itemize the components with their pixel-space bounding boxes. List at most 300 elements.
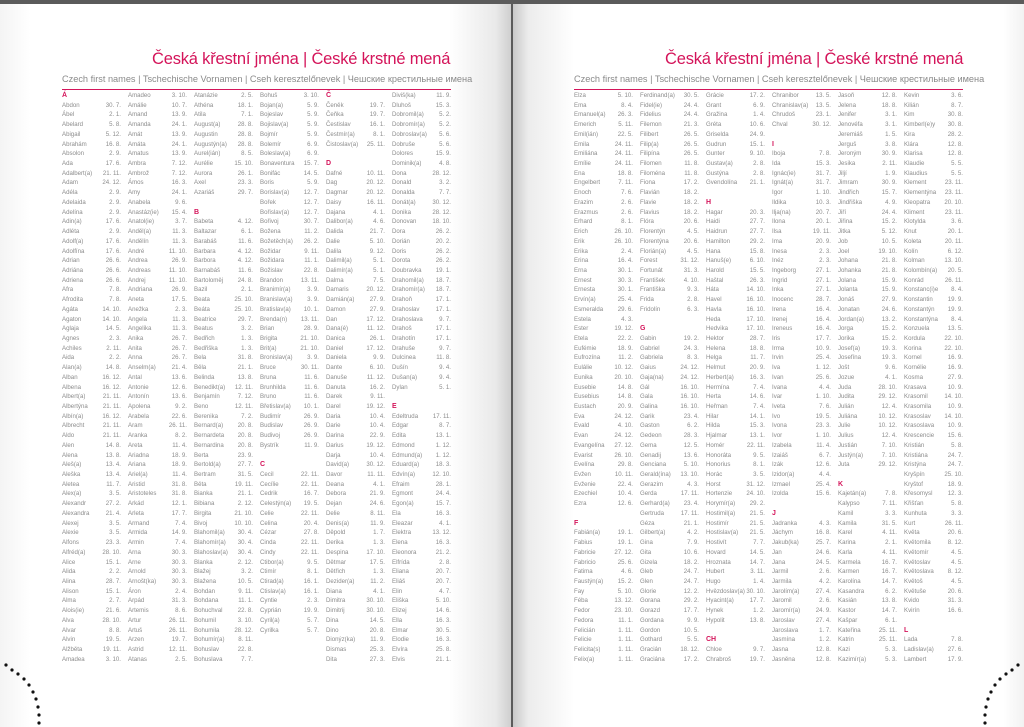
name-day-date: 2. 6.	[621, 198, 633, 206]
first-name: Kvirín	[904, 607, 920, 615]
name-entry	[392, 120, 451, 130]
name-entry	[904, 567, 963, 577]
name-day-date: 11. 10.	[168, 276, 187, 284]
name-day-date: 24. 12.	[614, 412, 633, 420]
name-day-date: 4. 2.	[687, 529, 699, 537]
name-entry	[392, 334, 451, 344]
name-entry	[574, 188, 633, 198]
name-day-date: 16. 10.	[680, 383, 699, 391]
name-entry	[838, 421, 897, 431]
name-entry	[392, 538, 451, 548]
letter-heading-label: I	[772, 140, 774, 148]
name-entry	[772, 334, 831, 344]
first-name: Bernard(a)	[194, 422, 224, 430]
name-day-date: 30. 10.	[366, 597, 385, 605]
name-entry	[62, 324, 121, 334]
first-name: Anna	[128, 354, 143, 362]
first-name: Inocenc	[772, 296, 794, 304]
name-entry	[640, 305, 699, 315]
name-entry	[706, 120, 765, 130]
first-name: Angelika	[128, 325, 152, 333]
name-day-date: 14. 10.	[102, 315, 121, 323]
first-name: Dan	[326, 315, 338, 323]
first-name: Donalda	[392, 189, 415, 197]
first-name: Fabricie	[574, 548, 596, 556]
first-name: Felicián	[574, 626, 595, 634]
name-entry	[838, 460, 897, 470]
name-day-date: 15. 9.	[881, 286, 897, 294]
first-name: Helmut	[706, 364, 726, 372]
name-day-date: 16. 4.	[815, 325, 831, 333]
name-day-date: 2. 1.	[241, 286, 253, 294]
first-name: Arnold	[128, 568, 146, 576]
name-entry	[838, 315, 897, 325]
name-day-date: 7. 7.	[753, 539, 765, 547]
first-name: Dalie	[326, 237, 340, 245]
name-day-date: 20. 5.	[947, 266, 963, 274]
first-name: Alban	[62, 373, 78, 381]
name-day-date: 27. 7.	[237, 461, 253, 469]
name-day-date: 4. 1.	[885, 373, 897, 381]
name-day-date: 5. 6.	[439, 140, 451, 148]
name-entry	[838, 383, 897, 393]
first-name: Cyntie	[260, 597, 278, 605]
name-day-date: 9. 10.	[749, 150, 765, 158]
name-entry	[194, 489, 253, 499]
name-entry	[772, 237, 831, 247]
name-day-date: 9. 7.	[439, 344, 451, 352]
first-name: Damon	[326, 305, 346, 313]
name-day-date: 14. 10.	[102, 305, 121, 313]
first-name: Křesomysl	[904, 490, 933, 498]
first-name: Aleška	[62, 471, 81, 479]
first-name: Gina	[640, 539, 653, 547]
first-name: Ima	[772, 237, 783, 245]
name-entry	[194, 499, 253, 509]
name-entry	[62, 247, 121, 257]
name-entry	[194, 344, 253, 354]
first-name: Evan	[574, 432, 588, 440]
name-entry	[260, 558, 319, 568]
name-entry	[128, 655, 187, 665]
name-entry	[194, 470, 253, 480]
first-name: Chrudoš	[772, 111, 796, 119]
name-entry	[326, 470, 385, 480]
name-day-date: 17. 6.	[105, 218, 121, 226]
name-entry	[640, 373, 699, 383]
name-day-date: 4. 10.	[617, 422, 633, 430]
first-name: Bivoj	[194, 519, 208, 527]
name-entry	[706, 217, 765, 227]
name-day-date: 26. 9.	[303, 422, 319, 430]
name-entry	[260, 441, 319, 451]
name-day-date: 2. 1.	[885, 539, 897, 547]
first-name: Cedrik	[260, 490, 278, 498]
name-entry	[574, 130, 633, 140]
name-entry	[904, 528, 963, 538]
first-name: Benedikt(a)	[194, 383, 226, 391]
name-day-date: 19. 1.	[617, 539, 633, 547]
name-day-date: 11. 2.	[618, 354, 633, 362]
name-entry	[772, 295, 831, 305]
name-entry	[194, 276, 253, 286]
name-entry	[392, 305, 451, 315]
first-name: Arna	[128, 548, 141, 556]
name-entry	[128, 208, 187, 218]
name-day-date: 1. 3.	[241, 334, 253, 342]
name-day-date: 29. 2.	[749, 500, 765, 508]
first-name: Donald	[392, 179, 412, 187]
first-name: Elmar	[392, 626, 408, 634]
name-entry	[326, 519, 385, 529]
name-entry	[128, 169, 187, 179]
name-entry	[62, 451, 121, 461]
first-name: Ivona	[772, 422, 787, 430]
first-name: Baltazar	[194, 228, 217, 236]
first-name: Gaius	[640, 364, 656, 372]
name-entry	[640, 227, 699, 237]
first-name: Jan	[772, 548, 782, 556]
name-day-date: 8. 8.	[109, 626, 121, 634]
first-name: Bruna	[260, 373, 277, 381]
name-entry	[904, 412, 963, 422]
first-name: Branislav(a)	[260, 296, 293, 304]
name-day-date: 5. 8.	[109, 121, 121, 129]
name-entry	[62, 567, 121, 577]
name-day-date: 18. 2.	[683, 189, 699, 197]
name-entry	[838, 149, 897, 159]
name-entry	[260, 305, 319, 315]
name-day-date: 28. 12.	[432, 208, 451, 216]
first-name: Jenovéfa	[838, 121, 863, 129]
first-name: Ilona	[772, 218, 786, 226]
name-day-date: 2. 12.	[237, 500, 253, 508]
name-day-date: 18. 9.	[171, 461, 187, 469]
letter-heading-label: Á	[62, 92, 68, 99]
first-name: Jeremiáš	[838, 130, 863, 138]
name-entry	[326, 188, 385, 198]
name-entry	[838, 266, 897, 276]
name-day-date: 11. 9.	[436, 92, 451, 99]
name-entry	[260, 237, 319, 247]
letter-heading	[706, 198, 765, 208]
name-entry	[706, 499, 765, 509]
first-name: Kalypso	[838, 500, 860, 508]
name-entry	[640, 421, 699, 431]
name-entry	[392, 140, 451, 150]
name-entry	[194, 460, 253, 470]
name-entry	[640, 188, 699, 198]
name-entry	[772, 567, 831, 577]
name-entry	[62, 305, 121, 315]
first-name: Božena	[260, 228, 281, 236]
name-entry	[260, 266, 319, 276]
name-day-date: 16. 10.	[680, 393, 699, 401]
name-day-date: 25. 10.	[944, 471, 963, 479]
first-name: Dionýz(ka)	[326, 636, 356, 644]
name-day-date: 3. 2.	[241, 325, 253, 333]
name-entry	[62, 616, 121, 626]
name-entry	[772, 587, 831, 597]
name-entry	[640, 198, 699, 208]
name-entry	[706, 324, 765, 334]
name-entry	[260, 169, 319, 179]
name-day-date: 19. 11.	[234, 480, 253, 488]
first-name: Ferdinand(a)	[640, 92, 675, 99]
name-day-date: 3. 5.	[109, 529, 121, 537]
name-day-date: 20. 9.	[617, 403, 633, 410]
name-entry	[62, 227, 121, 237]
name-entry	[838, 130, 897, 140]
first-name: Dajana	[326, 208, 346, 216]
name-entry	[128, 626, 187, 636]
name-day-date: 16. 3.	[171, 179, 187, 187]
name-entry	[904, 217, 963, 227]
first-name: Graciána	[640, 655, 665, 663]
name-entry	[640, 344, 699, 354]
first-name: Adalbert(a)	[62, 169, 93, 177]
name-day-date: 16. 1.	[303, 577, 319, 585]
name-entry	[640, 149, 699, 159]
name-day-date: 8. 5.	[241, 150, 253, 158]
first-name: Aurel(ián)	[194, 150, 221, 158]
first-name: Jindřich	[838, 189, 859, 197]
first-name: Arzen	[128, 636, 144, 644]
name-day-date: 2. 6.	[819, 597, 831, 605]
name-day-date: 19. 12.	[366, 441, 385, 449]
first-name: Agaton	[62, 315, 82, 323]
name-day-date: 31. 3.	[683, 266, 699, 274]
letter-heading	[326, 91, 385, 101]
first-name: Honoráta	[706, 451, 732, 459]
page-subtitle: Czech first names | Tschechische Vornamen | Cseh keresztelőnevek | Чешские крестильные имена	[574, 74, 985, 84]
first-name: Jaroslava	[772, 626, 799, 634]
name-entry	[194, 441, 253, 451]
name-day-date: 26. 3.	[749, 276, 765, 284]
name-day-date: 26. 9.	[303, 432, 319, 440]
spacer-row	[772, 130, 831, 140]
name-day-date: 16. 6.	[947, 607, 963, 615]
first-name: Drahoslava	[392, 315, 423, 323]
first-name: Edita	[392, 432, 406, 440]
name-entry	[260, 567, 319, 577]
name-day-date: 28. 9.	[303, 325, 319, 333]
name-day-date: 27. 8.	[303, 529, 319, 537]
name-entry	[640, 519, 699, 529]
name-day-date: 9. 4.	[439, 373, 451, 381]
name-entry	[706, 373, 765, 383]
first-name: Ariel(a)	[128, 471, 148, 479]
name-day-date: 30. 11.	[300, 364, 319, 372]
name-day-date: 16. 10.	[746, 305, 765, 313]
first-name: Enoch	[574, 189, 592, 197]
name-day-date: 25. 10.	[234, 296, 253, 304]
name-day-date: 16. 3.	[435, 509, 451, 517]
name-entry	[574, 101, 633, 111]
name-day-date: 3. 6.	[951, 92, 963, 99]
first-name: Abigail	[62, 130, 81, 138]
name-entry	[194, 149, 253, 159]
first-name: Božidar	[260, 247, 281, 255]
name-day-date: 12. 1.	[171, 500, 187, 508]
first-name: Berta	[194, 451, 209, 459]
name-day-date: 20. 9.	[749, 364, 765, 372]
first-name: Ivo	[772, 412, 781, 420]
name-day-date: 31. 3.	[171, 597, 187, 605]
first-name: Ella	[392, 616, 403, 624]
first-name: Gudrun	[706, 140, 727, 148]
name-day-date: 20. 8.	[237, 441, 253, 449]
name-day-date: 12. 8.	[815, 645, 831, 653]
name-day-date: 27. 4.	[815, 616, 831, 624]
name-entry	[772, 266, 831, 276]
first-name: Hyacint(a)	[706, 597, 734, 605]
first-name: Belinda	[194, 373, 215, 381]
name-entry	[128, 645, 187, 655]
name-day-date: 21. 6.	[105, 607, 121, 615]
name-day-date: 24. 6.	[815, 548, 831, 556]
first-name: Afrodita	[62, 296, 84, 304]
name-day-date: 22. 11.	[300, 480, 319, 488]
name-entry	[838, 538, 897, 548]
name-day-date: 2. 9.	[109, 198, 121, 206]
name-entry	[128, 402, 187, 412]
name-entry	[392, 519, 451, 529]
first-name: Alison	[62, 587, 79, 595]
name-entry	[260, 431, 319, 441]
spacer-row	[772, 499, 831, 509]
first-name: Fay	[574, 587, 585, 595]
name-day-date: 5. 10.	[617, 92, 633, 99]
first-name: Kazi	[838, 645, 850, 653]
first-name: Lada	[904, 636, 918, 644]
name-entry	[62, 285, 121, 295]
first-name: Igor	[772, 189, 783, 197]
name-entry	[128, 140, 187, 150]
name-entry	[574, 421, 633, 431]
name-day-date: 6. 1.	[241, 228, 253, 236]
name-entry	[326, 567, 385, 577]
name-entry	[574, 538, 633, 548]
name-entry	[62, 178, 121, 188]
name-day-date: 10. 12.	[878, 412, 897, 420]
first-name: Hortenzie	[706, 490, 733, 498]
name-day-date: 19. 9.	[303, 607, 319, 615]
name-day-date: 3. 10.	[105, 655, 121, 663]
name-entry	[904, 421, 963, 431]
name-entry	[62, 402, 121, 412]
name-entry	[128, 470, 187, 480]
name-column	[574, 91, 633, 664]
name-entry	[772, 344, 831, 354]
name-entry	[392, 315, 451, 325]
name-day-date: 14. 7.	[881, 577, 897, 585]
name-entry	[574, 198, 633, 208]
name-entry	[904, 101, 963, 111]
name-day-date: 26. 6.	[105, 257, 121, 265]
name-entry	[128, 548, 187, 558]
first-name: Krasomila	[904, 403, 932, 410]
first-name: Háta	[706, 286, 719, 294]
name-entry	[128, 441, 187, 451]
name-entry	[904, 548, 963, 558]
spacer-row	[326, 149, 385, 159]
first-name: Fridolín	[640, 305, 661, 313]
first-name: Bertold(a)	[194, 461, 221, 469]
name-entry	[194, 101, 253, 111]
name-entry	[574, 91, 633, 101]
name-entry	[772, 421, 831, 431]
name-day-date: 8. 7.	[439, 422, 451, 430]
first-name: Erina	[574, 257, 589, 265]
first-name: Katrin	[838, 636, 854, 644]
name-entry	[128, 412, 187, 422]
name-entry	[392, 227, 451, 237]
name-entry	[392, 645, 451, 655]
name-entry	[260, 383, 319, 393]
name-day-date: 24. 7.	[683, 577, 699, 585]
first-name: Jaromil	[772, 597, 792, 605]
first-name: Jiří	[838, 208, 847, 216]
name-day-date: 7. 1.	[241, 111, 253, 119]
first-name: Gál	[640, 383, 650, 391]
name-entry	[838, 256, 897, 266]
first-name: Koleta	[904, 237, 922, 245]
first-name: Dušín	[392, 364, 408, 372]
name-day-date: 6. 9.	[307, 150, 319, 158]
name-entry	[640, 626, 699, 636]
first-name: Lambert	[904, 655, 927, 663]
name-day-date: 12. 6.	[815, 461, 831, 469]
name-day-date: 23. 9.	[237, 451, 253, 459]
name-day-date: 31. 7.	[815, 179, 831, 187]
first-name: Ambra	[128, 160, 146, 168]
first-name: Evženie	[574, 480, 596, 488]
first-name: Barnabáš	[194, 266, 221, 274]
first-name: Drahotín	[392, 334, 416, 342]
name-entry	[838, 363, 897, 373]
first-name: Kamila	[838, 519, 857, 527]
name-entry	[904, 227, 963, 237]
name-entry	[128, 363, 187, 373]
first-name: Galina	[640, 403, 658, 410]
name-entry	[62, 645, 121, 655]
name-day-date: 8. 7.	[951, 101, 963, 109]
name-day-date: 26. 11.	[944, 519, 963, 527]
first-name: Jelena	[838, 101, 856, 109]
name-day-date: 13. 6.	[171, 373, 187, 381]
name-entry	[838, 489, 897, 499]
first-name: Filipína	[640, 150, 660, 158]
name-entry	[326, 577, 385, 587]
name-day-date: 9. 7.	[753, 645, 765, 653]
first-name: Elza	[574, 92, 586, 99]
first-name: Bojmír	[260, 130, 278, 138]
name-entry	[838, 596, 897, 606]
name-day-date: 25. 8.	[435, 645, 451, 653]
letter-heading-label: D	[326, 160, 332, 168]
name-day-date: 30. 1.	[617, 266, 633, 274]
first-name: Jenifer	[838, 111, 857, 119]
first-name: Alexandra	[62, 509, 90, 517]
first-name: Gizela	[640, 558, 658, 566]
name-day-date: 30. 7.	[105, 101, 121, 109]
name-day-date: 18. 3.	[435, 461, 451, 469]
name-day-date: 30. 3.	[617, 276, 633, 284]
name-day-date: 5. 2.	[439, 111, 451, 119]
name-day-date: 21. 11.	[102, 169, 121, 177]
name-entry	[640, 596, 699, 606]
